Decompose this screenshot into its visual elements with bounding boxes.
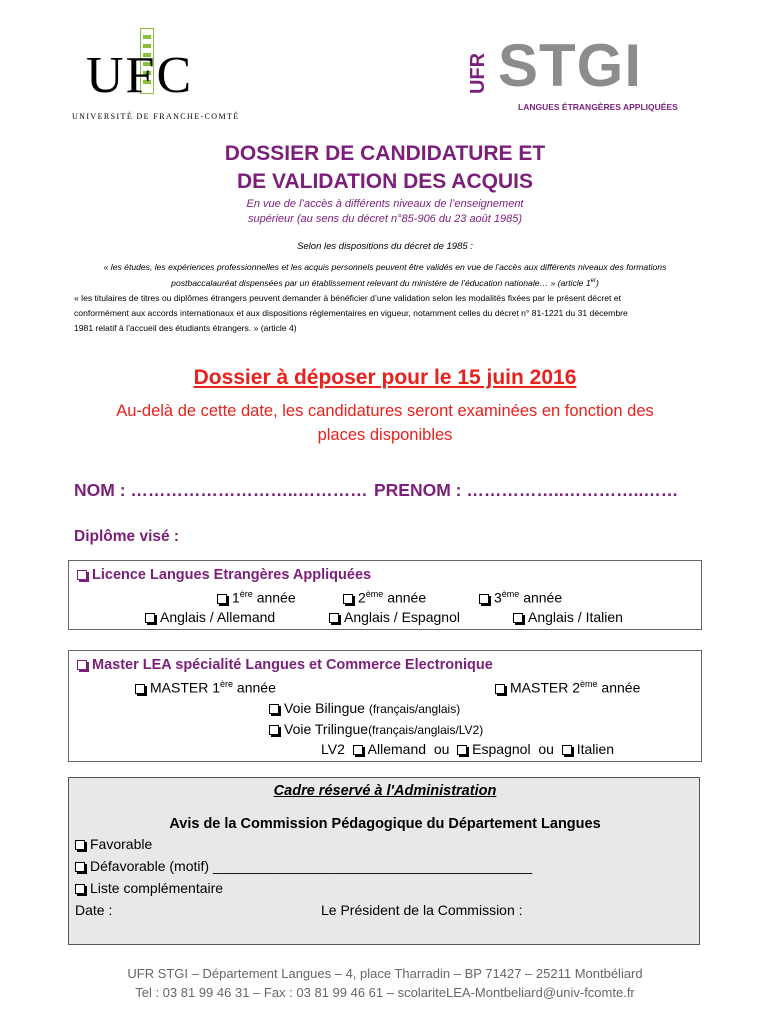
- stgi-caption: LANGUES ÉTRANGÈRES APPLIQUÉES: [518, 102, 678, 112]
- lv2-ou-2: ou: [538, 741, 554, 757]
- master-1-checkbox[interactable]: [135, 684, 145, 694]
- licence-combo-2-label: Anglais / Espagnol: [344, 609, 460, 625]
- admin-avis: Avis de la Commission Pédagogique du Département Langues: [169, 816, 601, 832]
- master-2-suffix: année: [597, 679, 641, 696]
- admin-liste[interactable]: [75, 880, 223, 896]
- lv2-espagnol-label: Espagnol: [472, 741, 531, 757]
- licence-combo-2-checkbox[interactable]: [329, 613, 339, 623]
- lv2-row: [321, 741, 614, 757]
- admin-date: Date :: [75, 902, 113, 918]
- admin-favorable-label: Favorable: [90, 836, 153, 852]
- master-2-checkbox[interactable]: [495, 684, 505, 694]
- legal-quote-2-line-1: « les titulaires de titres ou diplômes étrangers peuvent demander à bénéficier d’une validation selon les modalités fixées par le présent décret et: [74, 293, 621, 303]
- master-2-sup: ème: [580, 679, 598, 689]
- licence-combo-1-label: Anglais / Allemand: [160, 609, 276, 625]
- licence-title: Licence Langues Etrangères Appliquées: [92, 567, 372, 583]
- stgi-name: STGI: [498, 32, 643, 99]
- master-1[interactable]: [135, 679, 276, 696]
- admin-box: [68, 777, 700, 945]
- subtitle-line-1: En vue de l’accès à différents niveaux de l’enseignement: [246, 198, 524, 210]
- legal-quote-1-end: ): [595, 277, 599, 288]
- lv2-italien-label: Italien: [576, 741, 615, 757]
- master-1-sup: ère: [220, 679, 234, 689]
- deadline-note-line-1: Au-delà de cette date, les candidatures seront examinées en fonction des: [116, 402, 654, 420]
- admin-defavorable[interactable]: [75, 858, 532, 874]
- master-option[interactable]: [77, 657, 493, 673]
- licence-year-2-suffix: année: [383, 589, 427, 606]
- voie-trilingue-detail: (français/anglais/LV2): [368, 723, 484, 737]
- admin-title: Cadre réservé à l'Administration: [273, 783, 497, 799]
- legal-quote-1-line-2: postbaccalauréat dispensées par un établissement relevant du ministère de l’éducation nationale… » (article 1: [171, 277, 591, 288]
- voie-trilingue[interactable]: [269, 721, 483, 737]
- diplome-label: Diplôme visé :: [74, 528, 180, 545]
- stgi-prefix: UFR: [467, 52, 490, 95]
- licence-year-2-num: 2: [358, 589, 366, 606]
- lv2-italien-checkbox[interactable]: [562, 745, 572, 755]
- legal-quote-2: [74, 291, 714, 336]
- stgi-logo: [467, 32, 695, 120]
- licence-combo-1[interactable]: [145, 609, 275, 625]
- ufc-letters: UFC: [86, 47, 194, 104]
- lv2-label: LV2: [321, 741, 345, 757]
- footer-contact: Tel : 03 81 99 46 31 – Fax : 03 81 99 46 61 – scolariteLEA-Montbeliard@univ-fcomte.fr: [135, 985, 635, 1000]
- title-line-1: DOSSIER DE CANDIDATURE ET: [224, 142, 546, 165]
- voie-bilingue-detail: (français/anglais): [368, 702, 461, 716]
- legal-intro: Selon les dispositions du décret de 1985 :: [297, 241, 473, 252]
- ufc-logo: [72, 28, 262, 128]
- licence-year-1[interactable]: [217, 589, 296, 606]
- licence-combo-2[interactable]: [329, 609, 460, 625]
- admin-favorable-checkbox[interactable]: [75, 840, 85, 850]
- voie-trilingue-checkbox[interactable]: [269, 725, 279, 735]
- legal-quote-2-line-2: conformément aux accords internationaux et aux dispositions réglementaires en vigueur, notamment celles du décret n° 81-1221 du 31 décembre: [74, 308, 628, 318]
- licence-option[interactable]: [77, 567, 371, 583]
- lv2-ou-1: ou: [433, 741, 450, 757]
- legal-quote-2-line-3: 1981 relatif à l’accueil des étudiants étrangers. » (article 4): [74, 323, 297, 333]
- master-box: [68, 650, 702, 762]
- deadline-title: Dossier à déposer pour le 15 juin 2016: [193, 366, 577, 389]
- legal-quote-1: [20, 260, 750, 290]
- master-2-label: MASTER 2: [510, 679, 581, 696]
- licence-year-3-num: 3: [494, 589, 502, 606]
- voie-bilingue-label: Voie Bilingue: [284, 700, 369, 716]
- master-1-label: MASTER 1: [150, 679, 221, 696]
- licence-combo-3[interactable]: [513, 609, 623, 625]
- admin-favorable[interactable]: [75, 836, 152, 852]
- admin-liste-label: Liste complémentaire: [90, 880, 224, 896]
- licence-year-2[interactable]: [343, 589, 426, 606]
- deadline-note-line-2: places disponibles: [317, 426, 453, 444]
- prenom-field[interactable]: PRENOM : ……………..…………..……: [374, 480, 679, 500]
- master-1-suffix: année: [233, 679, 276, 696]
- voie-bilingue-checkbox[interactable]: [269, 704, 279, 714]
- lv2-allemand-label: Allemand: [367, 741, 427, 757]
- licence-year-1-sup: ère: [239, 589, 253, 599]
- licence-year-1-checkbox[interactable]: [217, 594, 227, 604]
- lv2-espagnol-checkbox[interactable]: [457, 745, 467, 755]
- admin-defavorable-checkbox[interactable]: [75, 862, 85, 872]
- lv2-allemand-checkbox[interactable]: [353, 745, 363, 755]
- licence-year-3-checkbox[interactable]: [479, 594, 489, 604]
- licence-year-3-sup: ème: [501, 589, 520, 599]
- master-checkbox[interactable]: [77, 660, 87, 670]
- master-title: Master LEA spécialité Langues et Commerce Electronique: [92, 657, 493, 673]
- licence-year-2-sup: ème: [365, 589, 384, 599]
- licence-year-3-suffix: année: [519, 589, 563, 606]
- licence-combo-3-label: Anglais / Italien: [528, 609, 623, 625]
- licence-year-1-suffix: année: [252, 589, 296, 606]
- voie-bilingue[interactable]: [269, 700, 460, 716]
- legal-quote-1-sup: er: [590, 278, 596, 284]
- ufc-caption: UNIVERSITÉ DE FRANCHE-COMTÉ: [72, 112, 240, 121]
- admin-president: Le Président de la Commission :: [321, 902, 523, 918]
- title-line-2: DE VALIDATION DES ACQUIS: [237, 170, 533, 193]
- voie-trilingue-label: Voie Trilingue: [284, 721, 369, 737]
- licence-box: [68, 560, 702, 630]
- admin-defavorable-label: Défavorable (motif) _________________________________________: [90, 858, 533, 874]
- master-2[interactable]: [495, 679, 640, 696]
- licence-year-2-checkbox[interactable]: [343, 594, 353, 604]
- licence-checkbox[interactable]: [77, 570, 87, 580]
- licence-combo-3-checkbox[interactable]: [513, 613, 523, 623]
- footer-address: UFR STGI – Département Langues – 4, place Tharradin – BP 71427 – 25211 Montbéliard: [127, 966, 643, 981]
- legal-quote-1-line-1: « les études, les expériences professionnelles et les acquis personnels peuvent être validés en vue de l’accès aux différents niveaux des formations: [103, 262, 667, 272]
- licence-year-1-num: 1: [232, 589, 240, 606]
- subtitle-line-2: supérieur (au sens du décret n°85-906 du 23 août 1985): [247, 213, 523, 225]
- licence-combo-1-checkbox[interactable]: [145, 613, 155, 623]
- licence-year-3[interactable]: [479, 589, 562, 606]
- admin-liste-checkbox[interactable]: [75, 884, 85, 894]
- nom-field[interactable]: NOM : ………………………..…………: [74, 480, 368, 500]
